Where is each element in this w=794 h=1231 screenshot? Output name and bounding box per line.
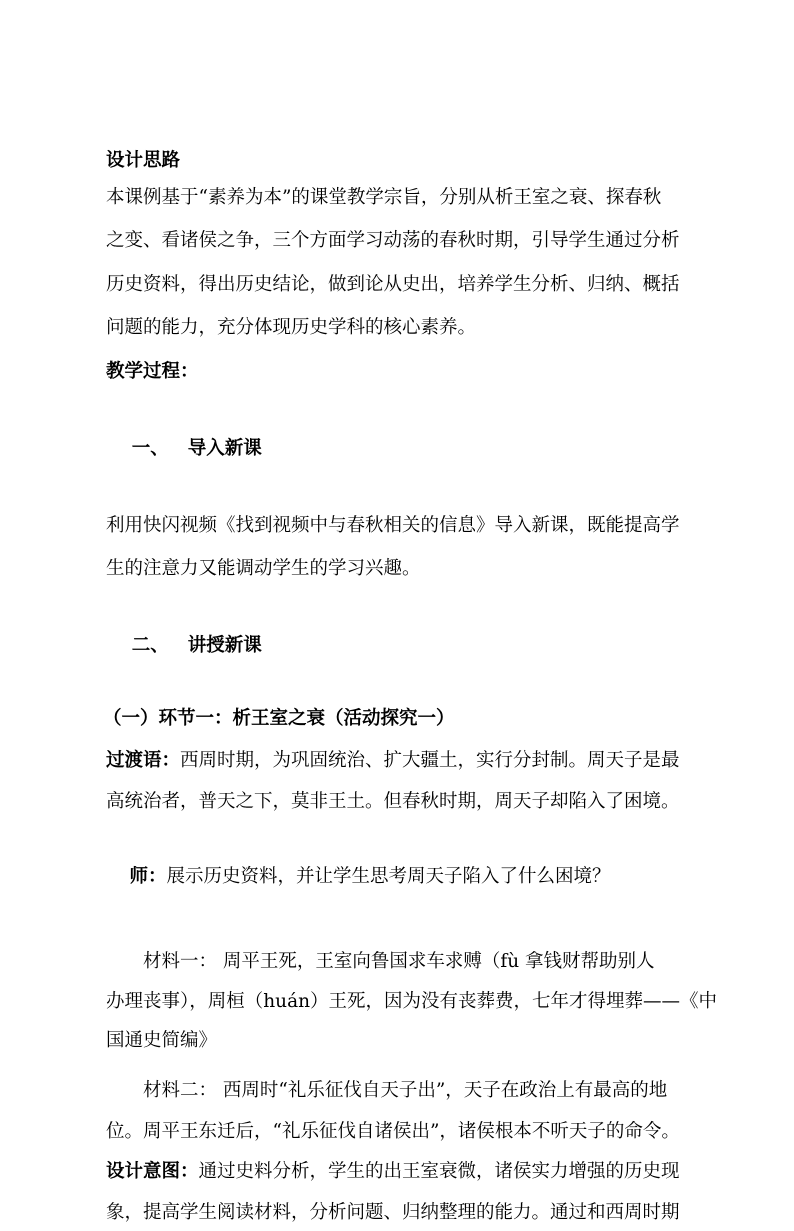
design-line: 问题的能力，充分体现历史学科的核心素养。 bbox=[106, 317, 477, 338]
transition-line: 高统治者，普天之下，莫非王土。但春秋时期，周天子却陷入了困境。 bbox=[106, 791, 680, 812]
section1-line: 生的注意力又能调动学生的学习兴趣。 bbox=[106, 558, 421, 579]
intent-line bbox=[106, 1154, 696, 1190]
transition-paragraph bbox=[106, 743, 696, 820]
teacher-label: 师： bbox=[129, 866, 167, 887]
material2-line: 材料二： 西周时“礼乐征伐自天子出”，天子在政治上有最高的地 bbox=[143, 1079, 668, 1101]
material2-paragraph bbox=[106, 1073, 696, 1150]
transition-label: 过渡语： bbox=[106, 749, 181, 771]
design-paragraph bbox=[106, 180, 696, 346]
material1-line: 办理丧事），周桓（huán）王死，因为没有丧葬费，七年才得埋葬——《中 bbox=[106, 990, 718, 1012]
intent-paragraph bbox=[106, 1154, 696, 1231]
intent-line: 象，提高学生阅读材料，分析问题、归纳整理的能力。通过和西周时期 bbox=[106, 1202, 680, 1223]
section-number: 一、 bbox=[131, 437, 169, 459]
design-title: 设计思路 bbox=[106, 150, 181, 171]
subsection-heading: （一）环节一：析王室之衰（活动探究一） bbox=[103, 708, 455, 729]
teacher-text: 展示历史资料，并让学生思考周天子陷入了什么困境？ bbox=[166, 866, 611, 887]
section-heading-1 bbox=[106, 395, 696, 502]
intent-label: 设计意图： bbox=[106, 1160, 199, 1182]
material1-line: 国通史简编》 bbox=[106, 1030, 218, 1051]
transition-line bbox=[106, 743, 696, 779]
design-line: 历史资料，得出历史结论，做到论从史出，培养学生分析、归纳、概括 bbox=[106, 273, 680, 295]
section-title: 讲授新课 bbox=[187, 635, 262, 656]
section-number: 二、 bbox=[131, 635, 169, 656]
process-title: 教学过程： bbox=[106, 360, 199, 382]
material1-paragraph bbox=[106, 944, 718, 1059]
section1-paragraph bbox=[106, 508, 696, 587]
intent-text: 通过史料分析，学生的出王室衰微，诸侯实力增强的历史现 bbox=[198, 1160, 680, 1182]
document-page bbox=[103, 143, 718, 1231]
section-title: 导入新课 bbox=[187, 437, 262, 459]
material2-line: 位。周平王东迁后，“礼乐征伐自诸侯出”，诸侯根本不听天子的命令。 bbox=[106, 1121, 680, 1142]
transition-text: 西周时期，为巩固统治、扩大疆土，实行分封制。周天子是最 bbox=[180, 749, 680, 771]
design-line: 本课例基于“素养为本”的课堂教学宗旨，分别从析王室之衰、探春秋 bbox=[106, 186, 662, 208]
teacher-line bbox=[106, 824, 696, 931]
material1-line: 材料一： 周平王死，王室向鲁国求车求赙（fù 拿钱财帮助别人 bbox=[143, 951, 655, 972]
section-heading-2 bbox=[106, 593, 696, 700]
design-line: 之变、看诸侯之争，三个方面学习动荡的春秋时期，引导学生通过分析 bbox=[106, 230, 680, 251]
section1-line: 利用快闪视频《找到视频中与春秋相关的信息》导入新课，既能提高学 bbox=[106, 514, 680, 536]
